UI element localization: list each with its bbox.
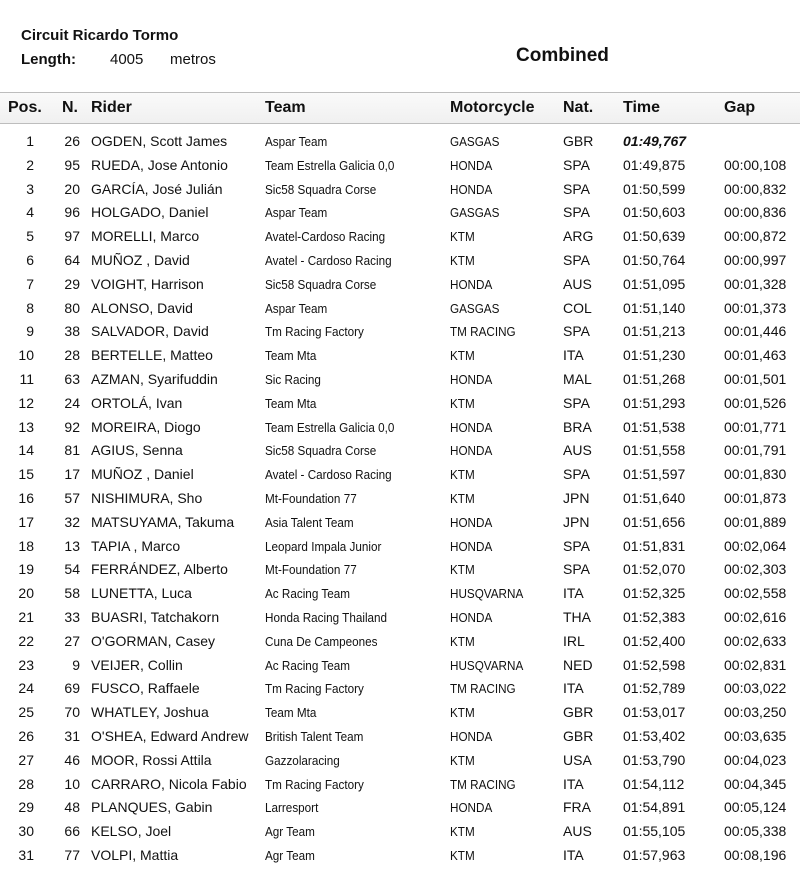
rider-name-cell: NISHIMURA, Sho [91, 489, 203, 506]
gap-cell: 00:01,526 [724, 394, 787, 411]
position-cell: 3 [26, 180, 34, 197]
nationality-cell: SPA [563, 466, 590, 483]
nationality-cell: IRL [563, 632, 585, 649]
rider-number-cell: 17 [64, 466, 80, 483]
position-cell: 31 [18, 846, 34, 863]
length-value: 4005 [110, 51, 144, 68]
lap-time-cell: 01:51,597 [623, 466, 686, 483]
table-row [0, 439, 800, 463]
team-cell: Team Estrella Galicia 0,0 [265, 157, 395, 173]
nationality-cell: SPA [563, 323, 590, 340]
rider-name-cell: SALVADOR, David [91, 323, 209, 340]
table-row [0, 463, 800, 487]
rider-number-cell: 33 [64, 608, 80, 625]
lap-time-cell: 01:50,764 [623, 251, 686, 268]
lap-time-cell: 01:53,790 [623, 751, 686, 768]
team-cell: Larresport [265, 800, 319, 816]
lap-time-cell: 01:50,639 [623, 228, 686, 245]
nationality-cell: SPA [563, 180, 590, 197]
motorcycle-cell: HONDA [450, 371, 493, 387]
rider-name-cell: BUASRI, Tatchakorn [91, 608, 220, 625]
table-header [0, 92, 800, 124]
position-cell: 18 [18, 537, 34, 554]
position-cell: 1 [26, 133, 34, 149]
nationality-cell: SPA [563, 204, 590, 221]
gap-cell: 00:08,196 [724, 846, 787, 863]
position-cell: 29 [18, 799, 34, 816]
position-cell: 27 [18, 751, 34, 768]
table-row [0, 201, 800, 225]
gap-cell: 00:00,872 [724, 228, 787, 245]
lap-time-cell: 01:57,963 [623, 846, 686, 863]
gap-cell: 00:01,463 [724, 347, 787, 364]
table-row [0, 749, 800, 773]
rider-number-cell: 31 [64, 727, 80, 744]
col-nat: Nat. [563, 99, 594, 116]
nationality-cell: ITA [563, 775, 584, 792]
circuit-length [21, 51, 216, 68]
col-time: Time [623, 99, 661, 116]
lap-time-cell: 01:53,402 [623, 727, 686, 744]
motorcycle-cell: HONDA [450, 609, 493, 625]
team-cell: Team Mta [265, 348, 317, 364]
rider-name-cell: O'SHEA, Edward Andrew [91, 727, 249, 744]
motorcycle-cell: TM RACING [450, 776, 516, 792]
gap-cell: 00:01,328 [724, 275, 787, 292]
gap-cell: 00:00,108 [724, 156, 787, 173]
lap-time-cell: 01:51,140 [623, 299, 686, 316]
nationality-cell: FRA [563, 799, 591, 816]
table-row [0, 725, 800, 749]
motorcycle-cell: KTM [450, 348, 475, 364]
team-cell: Tm Racing Factory [265, 324, 364, 340]
nationality-cell: SPA [563, 156, 590, 173]
gap-cell: 00:01,501 [724, 370, 787, 387]
position-cell: 8 [26, 299, 34, 316]
motorcycle-cell: KTM [450, 252, 475, 268]
col-gap: Gap [724, 99, 756, 116]
position-cell: 23 [18, 656, 34, 673]
rider-number-cell: 26 [64, 133, 80, 149]
position-cell: 13 [18, 418, 34, 435]
lap-time-cell: 01:51,230 [623, 347, 686, 364]
lap-time-cell: 01:51,213 [623, 323, 686, 340]
nationality-cell: MAL [563, 370, 592, 387]
nationality-cell: NED [563, 656, 593, 673]
length-label: Length: [21, 51, 76, 68]
lap-time-cell: 01:51,640 [623, 489, 686, 506]
rider-number-cell: 69 [64, 680, 80, 697]
rider-name-cell: AZMAN, Syarifuddin [91, 370, 218, 387]
position-cell: 9 [26, 323, 34, 340]
rider-name-cell: KELSO, Joel [91, 823, 172, 840]
table-row [0, 392, 800, 416]
motorcycle-cell: HONDA [450, 181, 493, 197]
team-cell: Honda Racing Thailand [265, 609, 388, 625]
lap-time-cell: 01:51,268 [623, 370, 686, 387]
rider-number-cell: 32 [64, 513, 80, 530]
motorcycle-cell: KTM [450, 229, 475, 245]
table-row [0, 606, 800, 630]
motorcycle-cell: HONDA [450, 800, 493, 816]
table-row [0, 487, 800, 511]
position-cell: 26 [18, 727, 34, 744]
rider-number-cell: 54 [64, 561, 80, 578]
rider-name-cell: ALONSO, David [91, 299, 193, 316]
session-title: Combined [516, 45, 609, 66]
table-row [0, 654, 800, 678]
nationality-cell: ITA [563, 585, 584, 602]
nationality-cell: ARG [563, 228, 594, 245]
gap-cell: 00:01,771 [724, 418, 787, 435]
rider-number-cell: 80 [64, 299, 80, 316]
motorcycle-cell: HONDA [450, 443, 493, 459]
table-row [0, 582, 800, 606]
rider-name-cell: HOLGADO, Daniel [91, 204, 209, 221]
gap-cell: 00:02,831 [724, 656, 787, 673]
team-cell: Team Mta [265, 395, 317, 411]
motorcycle-cell: KTM [450, 562, 475, 578]
rider-number-cell: 64 [64, 251, 80, 268]
team-cell: Team Estrella Galicia 0,0 [265, 419, 395, 435]
rider-name-cell: FUSCO, Raffaele [91, 680, 200, 697]
circuit-name: Circuit Ricardo Tormo [21, 27, 179, 44]
rider-number-cell: 92 [64, 418, 80, 435]
table-row [0, 344, 800, 368]
rider-number-cell: 77 [64, 846, 80, 863]
motorcycle-cell: KTM [450, 467, 475, 483]
motorcycle-cell: HONDA [450, 728, 493, 744]
gap-cell: 00:02,616 [724, 608, 787, 625]
motorcycle-cell: KTM [450, 395, 475, 411]
gap-cell: 00:03,250 [724, 704, 787, 721]
lap-time-cell: 01:51,558 [623, 442, 686, 459]
rider-number-cell: 9 [72, 656, 80, 673]
position-cell: 17 [18, 513, 34, 530]
table-row [0, 511, 800, 535]
nationality-cell: GBR [563, 704, 594, 721]
position-cell: 2 [26, 156, 34, 173]
position-cell: 6 [26, 251, 34, 268]
gap-cell: 00:00,997 [724, 251, 787, 268]
table-row [0, 844, 800, 868]
gap-cell: 00:00,832 [724, 180, 787, 197]
rider-name-cell: WHATLEY, Joshua [91, 704, 209, 721]
team-cell: Mt-Foundation 77 [265, 490, 357, 506]
motorcycle-cell: HUSQVARNA [450, 586, 524, 602]
table-row [0, 630, 800, 654]
nationality-cell: THA [563, 608, 591, 625]
team-cell: Sic58 Squadra Corse [265, 181, 377, 197]
rider-number-cell: 58 [64, 585, 80, 602]
lap-time-cell: 01:52,598 [623, 656, 686, 673]
rider-number-cell: 10 [64, 775, 80, 792]
table-row [0, 273, 800, 297]
team-cell: Mt-Foundation 77 [265, 562, 357, 578]
position-cell: 16 [18, 489, 34, 506]
nationality-cell: ITA [563, 846, 584, 863]
table-row [0, 130, 800, 154]
team-cell: Agr Team [265, 847, 315, 863]
lap-time-cell: 01:52,070 [623, 561, 686, 578]
nationality-cell: ITA [563, 680, 584, 697]
motorcycle-cell: KTM [450, 847, 475, 863]
motorcycle-cell: KTM [450, 490, 475, 506]
team-cell: British Talent Team [265, 728, 364, 744]
motorcycle-cell: KTM [450, 824, 475, 840]
motorcycle-cell: GASGAS [450, 300, 500, 316]
team-cell: Cuna De Campeones [265, 633, 378, 649]
team-cell: Agr Team [265, 824, 315, 840]
position-cell: 4 [26, 204, 34, 221]
team-cell: Team Mta [265, 705, 317, 721]
table-row [0, 178, 800, 202]
position-cell: 19 [18, 561, 34, 578]
col-rider: Rider [91, 99, 132, 116]
lap-time-cell: 01:50,603 [623, 204, 686, 221]
rider-name-cell: MOREIRA, Diogo [91, 418, 201, 435]
position-cell: 28 [18, 775, 34, 792]
table-row [0, 820, 800, 844]
rider-number-cell: 66 [64, 823, 80, 840]
rider-number-cell: 28 [64, 347, 80, 364]
lap-time-cell: 01:51,095 [623, 275, 686, 292]
rider-name-cell: LUNETTA, Luca [91, 585, 192, 602]
rider-number-cell: 63 [64, 370, 80, 387]
gap-cell: 00:04,345 [724, 775, 787, 792]
position-cell: 14 [18, 442, 34, 459]
lap-time-cell: 01:49,767 [623, 133, 687, 149]
nationality-cell: GBR [563, 133, 594, 149]
gap-cell: 00:03,635 [724, 727, 787, 744]
gap-cell: 00:00,836 [724, 204, 787, 221]
lap-time-cell: 01:52,325 [623, 585, 686, 602]
table-row [0, 320, 800, 344]
rider-number-cell: 27 [64, 632, 80, 649]
gap-cell: 00:04,023 [724, 751, 787, 768]
table-row [0, 796, 800, 820]
position-cell: 11 [19, 370, 34, 387]
team-cell: Avatel - Cardoso Racing [265, 467, 392, 483]
nationality-cell: SPA [563, 561, 590, 578]
motorcycle-cell: TM RACING [450, 324, 516, 340]
nationality-cell: GBR [563, 727, 594, 744]
col-motorcycle: Motorcycle [450, 99, 535, 116]
gap-cell: 00:01,889 [724, 513, 787, 530]
position-cell: 5 [26, 228, 34, 245]
rider-number-cell: 57 [64, 489, 80, 506]
position-cell: 20 [18, 585, 34, 602]
nationality-cell: AUS [563, 823, 592, 840]
table-row [0, 297, 800, 321]
nationality-cell: BRA [563, 418, 592, 435]
rider-name-cell: OGDEN, Scott James [91, 133, 228, 149]
lap-time-cell: 01:51,538 [623, 418, 686, 435]
team-cell: Tm Racing Factory [265, 776, 364, 792]
gap-cell: 00:01,830 [724, 466, 787, 483]
rider-name-cell: PLANQUES, Gabin [91, 799, 213, 816]
lap-time-cell: 01:50,599 [623, 180, 686, 197]
position-cell: 25 [18, 704, 34, 721]
team-cell: Asia Talent Team [265, 514, 354, 530]
team-cell: Avatel - Cardoso Racing [265, 252, 392, 268]
nationality-cell: SPA [563, 251, 590, 268]
team-cell: Avatel-Cardoso Racing [265, 229, 386, 245]
table-row [0, 368, 800, 392]
nationality-cell: COL [563, 299, 592, 316]
nationality-cell: SPA [563, 394, 590, 411]
rider-name-cell: VOIGHT, Harrison [91, 275, 204, 292]
gap-cell: 00:01,873 [724, 489, 787, 506]
col-num: N. [62, 99, 78, 116]
rider-name-cell: ORTOLÁ, Ivan [91, 394, 183, 411]
table-row [0, 535, 800, 559]
nationality-cell: JPN [563, 489, 590, 506]
lap-time-cell: 01:52,400 [623, 632, 686, 649]
gap-cell: 00:02,633 [724, 632, 787, 649]
rider-name-cell: RUEDA, Jose Antonio [91, 156, 228, 173]
lap-time-cell: 01:54,891 [623, 799, 686, 816]
position-cell: 30 [18, 823, 34, 840]
nationality-cell: JPN [563, 513, 590, 530]
rider-name-cell: MUÑOZ , David [91, 251, 190, 268]
rider-number-cell: 96 [64, 204, 80, 221]
rider-name-cell: BERTELLE, Matteo [91, 347, 213, 364]
gap-cell: 00:05,124 [724, 799, 787, 816]
motorcycle-cell: HUSQVARNA [450, 657, 524, 673]
team-cell: Aspar Team [265, 134, 328, 149]
nationality-cell: ITA [563, 347, 584, 364]
lap-time-cell: 01:52,789 [623, 680, 686, 697]
position-cell: 24 [18, 680, 34, 697]
lap-time-cell: 01:49,875 [623, 156, 686, 173]
gap-cell: 00:02,558 [724, 585, 787, 602]
team-cell: Aspar Team [265, 205, 328, 221]
rider-number-cell: 48 [64, 799, 80, 816]
motorcycle-cell: GASGAS [450, 134, 500, 149]
rider-number-cell: 46 [64, 751, 80, 768]
lap-time-cell: 01:52,383 [623, 608, 686, 625]
table-row [0, 677, 800, 701]
rider-name-cell: MOOR, Rossi Attila [91, 751, 212, 768]
rider-number-cell: 81 [64, 442, 80, 459]
team-cell: Sic58 Squadra Corse [265, 276, 377, 292]
table-row [0, 558, 800, 582]
gap-cell: 00:03,022 [724, 680, 787, 697]
position-cell: 21 [18, 608, 34, 625]
position-cell: 12 [18, 394, 34, 411]
rider-name-cell: AGIUS, Senna [91, 442, 183, 459]
rider-number-cell: 95 [64, 156, 80, 173]
table-row [0, 416, 800, 440]
motorcycle-cell: TM RACING [450, 681, 516, 697]
rider-name-cell: VEIJER, Collin [91, 656, 183, 673]
lap-time-cell: 01:54,112 [623, 775, 685, 792]
col-team: Team [265, 99, 306, 116]
lap-time-cell: 01:55,105 [623, 823, 686, 840]
rider-name-cell: VOLPI, Mattia [91, 846, 179, 863]
motorcycle-cell: KTM [450, 705, 475, 721]
rider-number-cell: 24 [64, 394, 80, 411]
rider-name-cell: CARRARO, Nicola Fabio [91, 775, 247, 792]
lap-time-cell: 01:51,831 [623, 537, 686, 554]
position-cell: 7 [26, 275, 34, 292]
rider-name-cell: GARCÍA, José Julián [91, 180, 223, 197]
position-cell: 22 [18, 632, 34, 649]
position-cell: 10 [18, 347, 34, 364]
motorcycle-cell: GASGAS [450, 205, 500, 221]
motorcycle-cell: HONDA [450, 419, 493, 435]
gap-cell: 00:01,373 [724, 299, 787, 316]
team-cell: Sic Racing [265, 371, 321, 387]
gap-cell: 00:01,446 [724, 323, 787, 340]
motorcycle-cell: HONDA [450, 276, 493, 292]
col-pos: Pos. [8, 99, 42, 116]
nationality-cell: USA [563, 751, 592, 768]
lap-time-cell: 01:51,293 [623, 394, 686, 411]
team-cell: Sic58 Squadra Corse [265, 443, 377, 459]
rider-number-cell: 38 [64, 323, 80, 340]
nationality-cell: AUS [563, 442, 592, 459]
table-row [0, 773, 800, 797]
lap-time-cell: 01:51,656 [623, 513, 686, 530]
motorcycle-cell: HONDA [450, 157, 493, 173]
motorcycle-cell: HONDA [450, 538, 493, 554]
rider-number-cell: 13 [64, 537, 80, 554]
rider-number-cell: 70 [64, 704, 80, 721]
lap-time-cell: 01:53,017 [623, 704, 686, 721]
motorcycle-cell: KTM [450, 752, 475, 768]
results-table-body [0, 130, 800, 868]
team-cell: Tm Racing Factory [265, 681, 364, 697]
rider-name-cell: TAPIA , Marco [91, 537, 181, 554]
table-row [0, 701, 800, 725]
gap-cell: 00:01,791 [724, 442, 787, 459]
rider-number-cell: 20 [64, 180, 80, 197]
table-row [0, 225, 800, 249]
nationality-cell: SPA [563, 537, 590, 554]
motorcycle-cell: HONDA [450, 514, 493, 530]
position-cell: 15 [18, 466, 34, 483]
gap-cell: 00:05,338 [724, 823, 787, 840]
team-cell: Leopard Impala Junior [265, 538, 382, 554]
team-cell: Ac Racing Team [265, 657, 350, 673]
rider-name-cell: O'GORMAN, Casey [91, 632, 216, 649]
table-row [0, 249, 800, 273]
rider-number-cell: 97 [64, 228, 80, 245]
gap-cell: 00:02,064 [724, 537, 787, 554]
rider-name-cell: MUÑOZ , Daniel [91, 466, 194, 483]
team-cell: Ac Racing Team [265, 586, 350, 602]
team-cell: Aspar Team [265, 300, 328, 316]
gap-cell: 00:02,303 [724, 561, 787, 578]
team-cell: Gazzolaracing [265, 752, 340, 768]
rider-number-cell: 29 [64, 275, 80, 292]
nationality-cell: AUS [563, 275, 592, 292]
rider-name-cell: MORELLI, Marco [91, 228, 200, 245]
motorcycle-cell: KTM [450, 633, 475, 649]
rider-name-cell: FERRÁNDEZ, Alberto [91, 561, 228, 578]
length-unit: metros [170, 51, 216, 68]
rider-name-cell: MATSUYAMA, Takuma [91, 513, 235, 530]
table-row [0, 154, 800, 178]
